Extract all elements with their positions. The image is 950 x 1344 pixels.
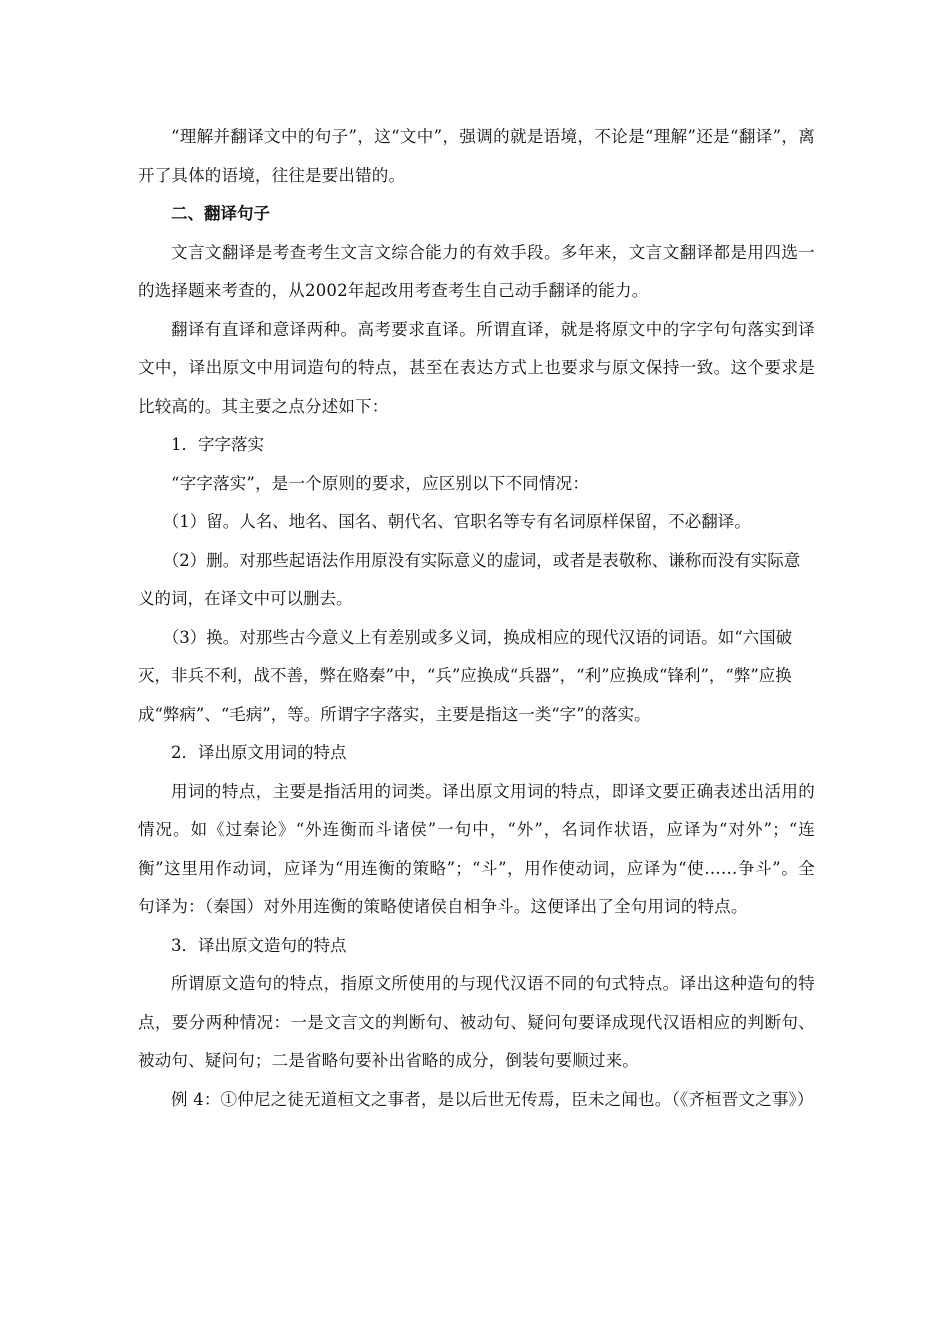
subheading-word-by-word: 1．字字落实 bbox=[171, 435, 264, 454]
paragraph-sentence-structure: 所谓原文造句的特点，指原文所使用的与现代汉语不同的句式特点。译出这种造句的特点，要分两种情况：一是文言文的判断句、被动句、疑问句要译成现代汉语相应的判断句、被动句、疑问句；二是省略句要补出省略的成分，倒装句要顺过来。 bbox=[138, 974, 815, 1070]
subheading-sentence-structure: 3．译出原文造句的特点 bbox=[171, 935, 347, 955]
paragraph-word-by-word: “字字落实”，是一个原则的要求，应区别以下不同情况： bbox=[171, 473, 590, 493]
list-item-replace: （3）换。对那些古今意义上有差别或多义词，换成相应的现代汉语的词语。如“六国破灭，非兵不利，战不善，弊在赂秦”中，“兵”应换成“兵器”，“利”应换成“锋利”，“弊”应换成“弊病”、“毛病”，等。所谓字字落实，主要是指这一类“字”的落实。 bbox=[138, 627, 793, 724]
subheading-word-usage: 2．译出原文用词的特点 bbox=[171, 743, 347, 762]
list-item-keep: （1）留。人名、地名、国名、朝代名、官职名等专有名词原样保留，不必翻译。 bbox=[162, 512, 751, 531]
paragraph-direct-translation: 翻译有直译和意译两种。高考要求直译。所谓直译，就是将原文中的字字句句落实到译文中，译出原文中用词造句的特点，甚至在表达方式上也要求与原文保持一致。这个要求是比较高的。其主要之点分述如下： bbox=[138, 319, 815, 416]
paragraph-context: “理解并翻译文中的句子”，这“文中”，强调的就是语境，不论是“理解”还是“翻译”，离开了具体的语境，往往是要出错的。 bbox=[138, 127, 815, 185]
paragraph-example-4: 例 4：①仲尼之徒无道桓文之事者，是以后世无传焉，臣未之闻也。（《齐桓晋文之事》） bbox=[171, 1089, 814, 1109]
paragraph-intro: 文言文翻译是考查考生文言文综合能力的有效手段。多年来，文言文翻译都是用四选一的选择题来考查的，从2002年起改用考查考生自己动手翻译的能力。 bbox=[138, 242, 815, 300]
paragraph-word-usage: 用词的特点，主要是指活用的词类。译出原文用词的特点，即译文要正确表述出活用的情况。如《过秦论》“外连衡而斗诸侯”一句中，“外”，名词作状语，应译为“对外”；“连衡”这里用作动词，应译为“用连衡的策略”；“斗”，用作使动词，应译为“使……争斗”。全句译为：（秦国）对外用连衡的策略使诸侯自相争斗。这便译出了全句用词的特点。 bbox=[138, 781, 815, 916]
list-item-delete: （2）删。对那些起语法作用原没有实际意义的虚词，或者是表敬称、谦称而没有实际意义的词，在译文中可以删去。 bbox=[138, 550, 801, 608]
section-heading-translate-sentences: 二、翻译句子 bbox=[171, 204, 270, 223]
